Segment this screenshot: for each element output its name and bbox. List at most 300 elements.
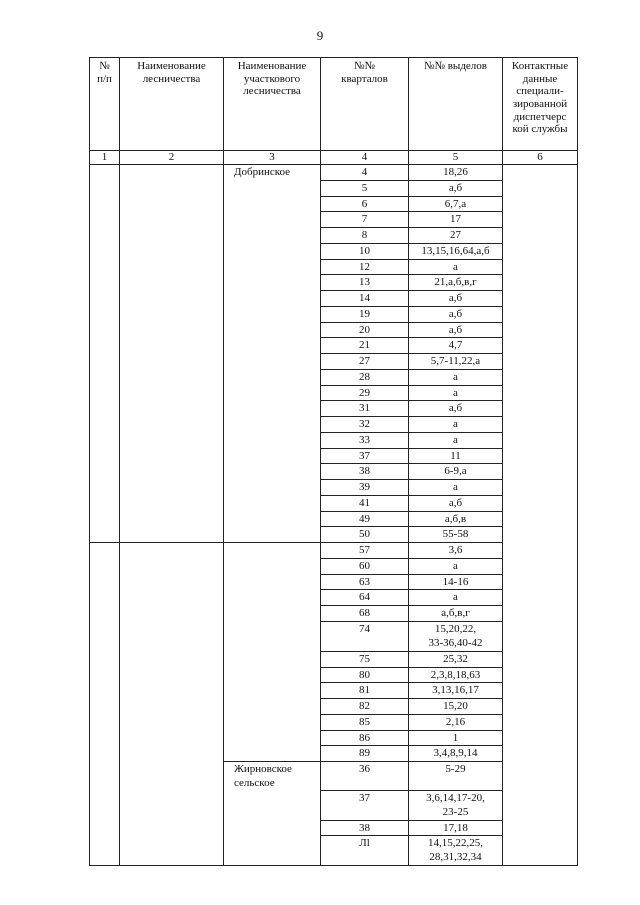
table-row: [90, 322, 578, 338]
allotments-cell: а,б: [409, 291, 503, 307]
allotments-cell: а,б: [409, 495, 503, 511]
allotments-cell: а: [409, 385, 503, 401]
district-forestry-cell: [224, 259, 321, 275]
district-forestry-cell: [224, 480, 321, 496]
district-forestry-cell: [224, 495, 321, 511]
quarter-number-cell: 82: [321, 699, 409, 715]
row-number-cell: [90, 820, 120, 836]
forestry-cell: [120, 558, 224, 574]
row-number-cell: [90, 667, 120, 683]
district-forestry-cell: [224, 212, 321, 228]
table-row: [90, 369, 578, 385]
allotments-cell: 1: [409, 730, 503, 746]
dispatch-contacts-cell: [503, 730, 578, 746]
row-number-cell: [90, 401, 120, 417]
column-number: 1: [90, 151, 120, 165]
row-number-cell: [90, 369, 120, 385]
row-number-cell: [90, 196, 120, 212]
quarter-number-cell: 21: [321, 338, 409, 354]
allotments-cell: а,б: [409, 306, 503, 322]
district-forestry-cell: [224, 683, 321, 699]
allotments-cell: а,б: [409, 322, 503, 338]
dispatch-contacts-cell: [503, 196, 578, 212]
column-number: 5: [409, 151, 503, 165]
table-row: [90, 338, 578, 354]
quarter-number-cell: 75: [321, 651, 409, 667]
quarter-number-cell: 64: [321, 590, 409, 606]
table-row: [90, 558, 578, 574]
allotments-cell: 17,18: [409, 820, 503, 836]
dispatch-contacts-cell: [503, 558, 578, 574]
forestry-cell: [120, 651, 224, 667]
quarter-number-cell: 81: [321, 683, 409, 699]
quarter-number-cell: 32: [321, 417, 409, 433]
quarter-number-cell: 86: [321, 730, 409, 746]
quarter-number-cell: 37: [321, 790, 409, 820]
table-row: [90, 746, 578, 762]
table-row: [90, 714, 578, 730]
district-forestry-cell: [224, 180, 321, 196]
forestry-cell: [120, 196, 224, 212]
quarter-number-cell: 20: [321, 322, 409, 338]
allotments-cell: 3,6: [409, 543, 503, 559]
dispatch-contacts-cell: [503, 385, 578, 401]
dispatch-contacts-cell: [503, 683, 578, 699]
forestry-cell: [120, 495, 224, 511]
forestry-cell: [120, 275, 224, 291]
row-number-cell: [90, 543, 120, 559]
dispatch-contacts-cell: [503, 448, 578, 464]
forestry-cell: [120, 165, 224, 181]
row-number-cell: [90, 621, 120, 651]
dispatch-contacts-cell: [503, 243, 578, 259]
table-row: [90, 291, 578, 307]
dispatch-contacts-cell: [503, 495, 578, 511]
forestry-cell: [120, 464, 224, 480]
forestry-cell: [120, 338, 224, 354]
table-row: [90, 574, 578, 590]
district-forestry-cell: [224, 464, 321, 480]
dispatch-contacts-cell: [503, 306, 578, 322]
row-number-cell: [90, 699, 120, 715]
district-forestry-cell: [224, 606, 321, 622]
quarter-number-cell: 60: [321, 558, 409, 574]
quarter-number-cell: 29: [321, 385, 409, 401]
allotments-cell: 55-58: [409, 527, 503, 543]
row-number-cell: [90, 306, 120, 322]
table-row: [90, 511, 578, 527]
row-number-cell: [90, 432, 120, 448]
district-forestry-cell: [224, 790, 321, 820]
district-forestry-cell: [224, 196, 321, 212]
district-forestry-cell: [224, 820, 321, 836]
allotments-cell: а: [409, 432, 503, 448]
district-forestry-cell: [224, 385, 321, 401]
dispatch-contacts-cell: [503, 699, 578, 715]
dispatch-contacts-cell: [503, 606, 578, 622]
allotments-cell: 13,15,16,64,а,б: [409, 243, 503, 259]
district-forestry-cell: [224, 243, 321, 259]
quarter-number-cell: 8: [321, 228, 409, 244]
district-forestry-cell: [224, 527, 321, 543]
district-forestry-cell: [224, 590, 321, 606]
table-header-row: [90, 58, 578, 151]
forestry-cell: [120, 180, 224, 196]
table-row: [90, 543, 578, 559]
forestry-cell: [120, 746, 224, 762]
table-row: [90, 836, 578, 866]
allotments-cell: 11: [409, 448, 503, 464]
dispatch-contacts-cell: [503, 165, 578, 181]
dispatch-contacts-cell: [503, 432, 578, 448]
forestry-cell: [120, 730, 224, 746]
quarter-number-cell: 12: [321, 259, 409, 275]
forestry-cell: [120, 291, 224, 307]
district-forestry-cell: [224, 322, 321, 338]
row-number-cell: [90, 606, 120, 622]
allotments-cell: а: [409, 558, 503, 574]
quarter-number-cell: 38: [321, 464, 409, 480]
district-forestry-cell: Жирновское сельское: [224, 762, 321, 791]
dispatch-contacts-cell: [503, 574, 578, 590]
forestry-cell: [120, 621, 224, 651]
dispatch-contacts-cell: [503, 228, 578, 244]
quarter-number-cell: 89: [321, 746, 409, 762]
forestry-cell: [120, 385, 224, 401]
district-forestry-cell: [224, 574, 321, 590]
row-number-cell: [90, 790, 120, 820]
dispatch-contacts-cell: [503, 527, 578, 543]
dispatch-contacts-cell: [503, 354, 578, 370]
district-forestry-cell: [224, 401, 321, 417]
allotments-cell: 15,20: [409, 699, 503, 715]
district-forestry-cell: [224, 651, 321, 667]
table-row: [90, 401, 578, 417]
quarter-number-cell: 19: [321, 306, 409, 322]
dispatch-contacts-cell: [503, 259, 578, 275]
quarter-number-cell: 41: [321, 495, 409, 511]
forestry-cell: [120, 212, 224, 228]
table-row: [90, 448, 578, 464]
row-number-cell: [90, 291, 120, 307]
quarter-number-cell: 74: [321, 621, 409, 651]
dispatch-contacts-cell: [503, 590, 578, 606]
quarter-number-cell: 33: [321, 432, 409, 448]
allotments-cell: 2,3,8,18,63: [409, 667, 503, 683]
quarter-number-cell: 27: [321, 354, 409, 370]
quarter-number-cell: 39: [321, 480, 409, 496]
table-row: [90, 495, 578, 511]
dispatch-contacts-cell: [503, 651, 578, 667]
quarter-number-cell: 10: [321, 243, 409, 259]
forestry-cell: [120, 590, 224, 606]
dispatch-contacts-cell: [503, 464, 578, 480]
dispatch-contacts-cell: [503, 543, 578, 559]
row-number-cell: [90, 527, 120, 543]
table-row: [90, 165, 578, 181]
row-number-cell: [90, 212, 120, 228]
allotments-cell: а,б,в: [409, 511, 503, 527]
dispatch-contacts-cell: [503, 667, 578, 683]
quarter-number-cell: 36: [321, 762, 409, 791]
district-forestry-cell: [224, 417, 321, 433]
column-number: 6: [503, 151, 578, 165]
quarter-number-cell: 28: [321, 369, 409, 385]
table-row: [90, 683, 578, 699]
quarter-number-cell: 68: [321, 606, 409, 622]
dispatch-contacts-cell: [503, 417, 578, 433]
row-number-cell: [90, 322, 120, 338]
quarter-number-cell: 38: [321, 820, 409, 836]
district-forestry-cell: [224, 511, 321, 527]
district-forestry-cell: [224, 714, 321, 730]
table-row: [90, 527, 578, 543]
district-forestry-cell: [224, 558, 321, 574]
row-number-cell: [90, 165, 120, 181]
forestry-cell: [120, 480, 224, 496]
forestry-cell: [120, 417, 224, 433]
forestry-cell: [120, 699, 224, 715]
row-number-cell: [90, 746, 120, 762]
row-number-cell: [90, 558, 120, 574]
page-number: 9: [316, 28, 324, 43]
dispatch-contacts-cell: [503, 322, 578, 338]
allotments-cell: 27: [409, 228, 503, 244]
row-number-cell: [90, 762, 120, 791]
district-forestry-cell: [224, 836, 321, 866]
table-row: [90, 762, 578, 791]
dispatch-contacts-cell: [503, 212, 578, 228]
district-forestry-cell: [224, 369, 321, 385]
row-number-cell: [90, 495, 120, 511]
quarter-number-cell: 7: [321, 212, 409, 228]
allotments-cell: 6-9,а: [409, 464, 503, 480]
forestry-cell: [120, 306, 224, 322]
column-number: 2: [120, 151, 224, 165]
row-number-cell: [90, 574, 120, 590]
dispatch-contacts-cell: [503, 480, 578, 496]
row-number-cell: [90, 464, 120, 480]
row-number-cell: [90, 448, 120, 464]
allotments-cell: 14,15,22,25, 28,31,32,34: [409, 836, 503, 866]
table-row: [90, 180, 578, 196]
table-row: [90, 590, 578, 606]
quarter-number-cell: 50: [321, 527, 409, 543]
table-row: [90, 651, 578, 667]
table-row: [90, 196, 578, 212]
district-forestry-cell: [224, 543, 321, 559]
row-number-cell: [90, 683, 120, 699]
dispatch-contacts-cell: [503, 762, 578, 791]
district-forestry-cell: [224, 746, 321, 762]
forestry-cell: [120, 820, 224, 836]
dispatch-contacts-cell: [503, 746, 578, 762]
table-row: [90, 259, 578, 275]
dispatch-contacts-cell: [503, 180, 578, 196]
row-number-cell: [90, 511, 120, 527]
header-number: № п/п: [90, 58, 120, 151]
allotments-cell: 5,7-11,22,а: [409, 354, 503, 370]
forestry-cell: [120, 511, 224, 527]
quarter-number-cell: 85: [321, 714, 409, 730]
forestry-cell: [120, 667, 224, 683]
quarter-number-cell: 13: [321, 275, 409, 291]
table-row: [90, 212, 578, 228]
table-row: [90, 275, 578, 291]
table-row: [90, 667, 578, 683]
forestry-cell: [120, 762, 224, 791]
forestry-cell: [120, 243, 224, 259]
table-row: [90, 417, 578, 433]
dispatch-contacts-cell: [503, 401, 578, 417]
table-row: [90, 480, 578, 496]
allotments-cell: 3,4,8,9,14: [409, 746, 503, 762]
table-row: [90, 820, 578, 836]
allotments-cell: а,б,в,г: [409, 606, 503, 622]
forestry-cell: [120, 322, 224, 338]
district-forestry-cell: [224, 275, 321, 291]
district-forestry-cell: [224, 448, 321, 464]
forestry-cell: [120, 527, 224, 543]
allotments-cell: 18,26: [409, 165, 503, 181]
forestry-cell: [120, 228, 224, 244]
forest-quarters-table: [89, 57, 578, 866]
row-number-cell: [90, 417, 120, 433]
header-allotments: №№ выделов: [409, 58, 503, 151]
dispatch-contacts-cell: [503, 511, 578, 527]
allotments-cell: 14-16: [409, 574, 503, 590]
row-number-cell: [90, 730, 120, 746]
row-number-cell: [90, 259, 120, 275]
quarter-number-cell: 4: [321, 165, 409, 181]
row-number-cell: [90, 228, 120, 244]
quarter-number-cell: 37: [321, 448, 409, 464]
row-number-cell: [90, 590, 120, 606]
dispatch-contacts-cell: [503, 369, 578, 385]
dispatch-contacts-cell: [503, 291, 578, 307]
row-number-cell: [90, 243, 120, 259]
table-row: [90, 699, 578, 715]
column-number: 4: [321, 151, 409, 165]
column-number: 3: [224, 151, 321, 165]
dispatch-contacts-cell: [503, 338, 578, 354]
district-forestry-cell: [224, 667, 321, 683]
quarter-number-cell: 57: [321, 543, 409, 559]
allotments-cell: 5-29: [409, 762, 503, 791]
district-forestry-cell: [224, 354, 321, 370]
header-forestry: Наименование лесничества: [120, 58, 224, 151]
allotments-cell: а: [409, 417, 503, 433]
dispatch-contacts-cell: [503, 621, 578, 651]
forestry-cell: [120, 606, 224, 622]
allotments-cell: 25,32: [409, 651, 503, 667]
forestry-cell: [120, 836, 224, 866]
forestry-cell: [120, 401, 224, 417]
allotments-cell: 15,20,22, 33-36,40-42: [409, 621, 503, 651]
allotments-cell: 17: [409, 212, 503, 228]
quarter-number-cell: 6: [321, 196, 409, 212]
row-number-cell: [90, 836, 120, 866]
table-row: [90, 621, 578, 651]
column-numbers-row: [90, 151, 578, 165]
district-forestry-cell: [224, 228, 321, 244]
dispatch-contacts-cell: [503, 275, 578, 291]
table-row: [90, 730, 578, 746]
row-number-cell: [90, 354, 120, 370]
dispatch-contacts-cell: [503, 790, 578, 820]
table-row: [90, 228, 578, 244]
allotments-cell: 3,6,14,17-20, 23-25: [409, 790, 503, 820]
header-district-forestry: Наименование участкового лесничества: [224, 58, 321, 151]
district-forestry-cell: [224, 621, 321, 651]
table-row: [90, 385, 578, 401]
district-forestry-cell: [224, 432, 321, 448]
district-forestry-cell: [224, 338, 321, 354]
dispatch-contacts-cell: [503, 836, 578, 866]
allotments-cell: 21,а,б,в,г: [409, 275, 503, 291]
forestry-cell: [120, 574, 224, 590]
forestry-cell: [120, 714, 224, 730]
district-forestry-cell: [224, 306, 321, 322]
district-forestry-cell: [224, 291, 321, 307]
allotments-cell: 2,16: [409, 714, 503, 730]
table-row: [90, 606, 578, 622]
allotments-cell: а,б: [409, 401, 503, 417]
row-number-cell: [90, 338, 120, 354]
header-quarters: №№ кварталов: [321, 58, 409, 151]
district-forestry-cell: [224, 699, 321, 715]
table-row: [90, 354, 578, 370]
forestry-cell: [120, 369, 224, 385]
table-row: [90, 306, 578, 322]
forestry-cell: [120, 259, 224, 275]
dispatch-contacts-cell: [503, 820, 578, 836]
quarter-number-cell: 5: [321, 180, 409, 196]
allotments-cell: а: [409, 590, 503, 606]
forestry-cell: [120, 790, 224, 820]
row-number-cell: [90, 480, 120, 496]
dispatch-contacts-cell: [503, 714, 578, 730]
row-number-cell: [90, 651, 120, 667]
quarter-number-cell: 80: [321, 667, 409, 683]
allotments-cell: 4,7: [409, 338, 503, 354]
district-forestry-cell: Добринское: [224, 165, 321, 181]
table-row: [90, 464, 578, 480]
quarter-number-cell: 31: [321, 401, 409, 417]
allotments-cell: 3,13,16,17: [409, 683, 503, 699]
header-dispatch-contacts: Контактные данные специали- зированной диспетчерс кой службы: [503, 58, 578, 151]
table-row: [90, 243, 578, 259]
allotments-cell: а: [409, 480, 503, 496]
forestry-cell: [120, 683, 224, 699]
table-row: [90, 790, 578, 820]
table-row: [90, 432, 578, 448]
quarter-number-cell: 14: [321, 291, 409, 307]
district-forestry-cell: [224, 730, 321, 746]
quarter-number-cell: 49: [321, 511, 409, 527]
quarter-number-cell: 63: [321, 574, 409, 590]
allotments-cell: 6,7,а: [409, 196, 503, 212]
row-number-cell: [90, 275, 120, 291]
row-number-cell: [90, 180, 120, 196]
row-number-cell: [90, 714, 120, 730]
allotments-cell: а: [409, 369, 503, 385]
forestry-cell: [120, 543, 224, 559]
row-number-cell: [90, 385, 120, 401]
forestry-cell: [120, 432, 224, 448]
forestry-cell: [120, 448, 224, 464]
allotments-cell: а: [409, 259, 503, 275]
